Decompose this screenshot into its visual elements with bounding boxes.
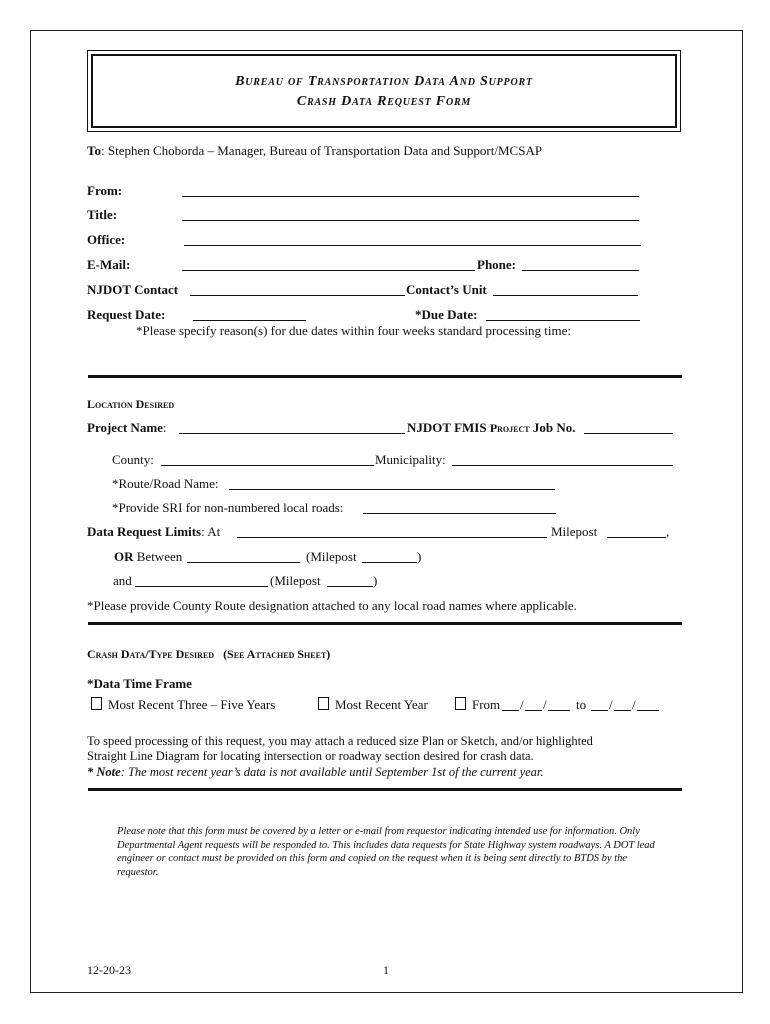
to-line [87,143,542,159]
project-name-row [87,420,167,436]
municipality-label: Municipality: [375,452,446,467]
to-label: To [87,143,101,158]
or-label: OR [114,549,134,564]
option-label: From [472,697,501,712]
phone-field[interactable] [522,259,639,271]
route-road-field[interactable] [229,478,555,490]
milepost-label: Milepost [551,524,598,539]
email-field[interactable] [182,259,475,271]
project-name-label: Project Name [87,420,163,435]
header-title: Bureau of Transportation Data And Support [235,74,533,89]
date-sep: / [609,697,613,712]
section-divider [88,788,682,791]
office-field[interactable] [184,234,641,246]
note-text: : The most recent year’s data is not available until September 1st of the current year. [120,765,544,779]
to-day-field[interactable] [614,699,631,711]
crash-heading-row [87,646,330,662]
fmis-prefix: NJDOT FMIS [407,420,487,435]
between-milepost-field[interactable] [362,551,417,563]
option-label: Most Recent Three – Five Years [108,697,276,712]
limits-label: Data Request Limits [87,524,202,539]
milepost-field[interactable] [607,526,666,538]
date-sep: / [632,697,636,712]
checkbox[interactable] [455,697,466,710]
between-close-paren: ) [417,549,422,564]
to-value: : Stephen Choborda – Manager, Bureau of Transportation Data and Support/MCSAP [100,143,543,158]
between-field[interactable] [187,551,300,563]
from-month-field[interactable] [502,699,519,711]
limits-at-field[interactable] [237,526,547,538]
footer-note: Please note that this form must be covered by a letter or e-mail from requestor indicating intended use for information. Only Departmental Agent requests will be responded to. This includes data requests for State Highway system roadways. A DOT lead engineer or contact must be provided on this form and copied on the request when it is being sent directly to BTDS by the requestor. [117,826,655,878]
to-month-field[interactable] [591,699,608,711]
location-heading: Location Desired [87,397,175,411]
see-attached: (See Attached Sheet) [223,647,331,661]
between-label: Between [136,549,183,564]
njdot-contact-label: NJDOT Contact [87,282,179,297]
contacts-unit-field[interactable] [493,284,638,296]
municipality-field[interactable] [452,454,673,466]
form-header [87,50,681,132]
and-milepost-label: (Milepost [270,573,321,588]
speed-text-1: To speed processing of this request, you may attach a reduced size Plan or Sketch, and/or highlighted [87,734,593,748]
county-field[interactable] [161,454,374,466]
fmis-job-label [407,420,575,436]
footer-date: 12-20-23 [87,963,131,977]
and-close-paren: ) [373,573,378,588]
title-field[interactable] [182,209,639,221]
time-frame-label: *Data Time Frame [87,676,192,691]
route-designation-note: *Please provide County Route designation attached to any local road names where applicable. [87,598,577,613]
phone-label: Phone: [477,257,516,272]
due-date-field[interactable] [486,309,640,321]
option-label: Most Recent Year [335,697,428,712]
sri-label: *Provide SRI for non-numbered local roads: [112,500,344,515]
section-divider [88,622,682,625]
and-label: and [113,573,132,588]
from-label: From: [87,183,123,198]
job-no-field[interactable] [584,422,673,434]
checkbox[interactable] [91,697,102,710]
limits-comma: , [666,524,670,539]
section-divider [88,375,682,378]
limits-row [87,524,220,540]
office-label: Office: [87,232,126,247]
project-name-field[interactable] [179,422,405,434]
date-sep: / [543,697,547,712]
and-milepost-field[interactable] [327,575,373,587]
job-no-label: Job No. [532,420,576,435]
crash-heading: Crash Data/Type Desired [87,647,215,661]
due-date-label: *Due Date: [415,307,478,322]
limits-at: : At [201,524,221,539]
data-note [87,764,544,780]
from-year-field[interactable] [548,699,570,711]
email-label: E-Mail: [87,257,131,272]
option-three-five[interactable] [91,697,275,713]
or-between-row [114,549,182,565]
option-recent-year[interactable] [318,697,428,713]
and-field[interactable] [135,575,268,587]
to-label: to [576,697,587,712]
njdot-contact-field[interactable] [190,284,405,296]
request-date-label: Request Date: [87,307,166,322]
to-year-field[interactable] [637,699,659,711]
title-label: Title: [87,207,118,222]
due-date-note: *Please specify reason(s) for due dates within four weeks standard processing time: [136,323,572,338]
checkbox[interactable] [318,697,329,710]
request-date-field[interactable] [193,309,306,321]
note-label: * Note [87,765,121,779]
sri-field[interactable] [363,502,556,514]
between-milepost-label: (Milepost [306,549,357,564]
page-number: 1 [383,963,389,977]
option-from[interactable] [455,697,500,713]
project-name-colon: : [162,420,167,435]
speed-text-2: Straight Line Diagram for locating intersection or roadway section desired for crash data. [87,749,534,763]
header-subtitle: Crash Data Request Form [296,94,472,109]
contacts-unit-label: Contact’s Unit [406,282,487,297]
from-field[interactable] [182,185,639,197]
route-road-label: *Route/Road Name: [112,476,219,491]
fmis-project: Project [489,421,530,435]
date-sep: / [520,697,524,712]
from-day-field[interactable] [525,699,542,711]
county-label: County: [112,452,154,467]
